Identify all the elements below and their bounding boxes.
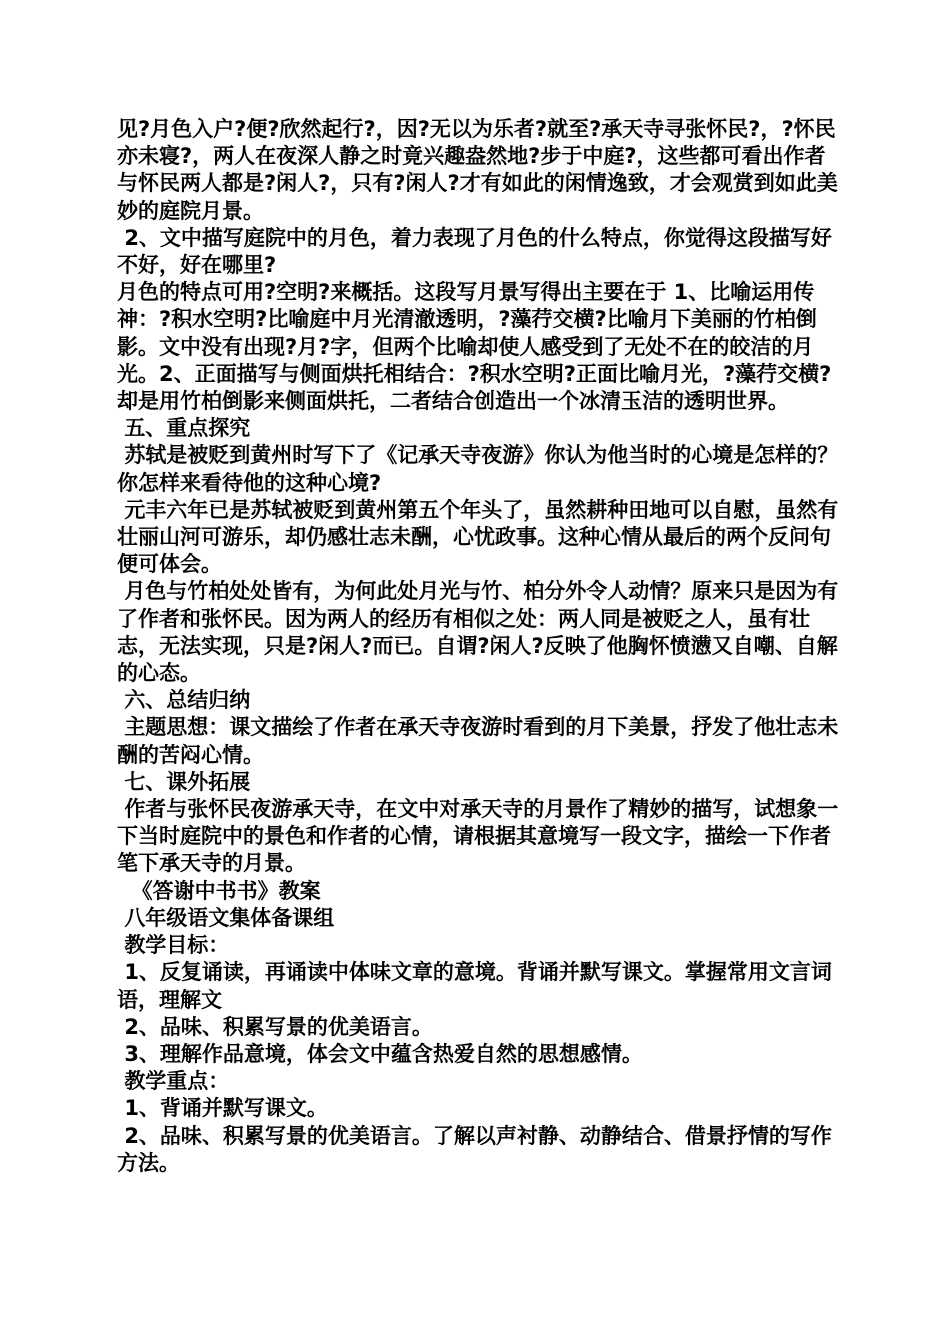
section-5-question: 苏轼是被贬到黄州时写下了《记承天寺夜游》你认为他当时的心境是怎样的？你怎样来看待他的这种心境? xyxy=(117,443,839,495)
lesson-plan-title: 《答谢中书书》教案 xyxy=(117,878,321,903)
key-point-1: 1、背诵并默写课文。 xyxy=(117,1096,328,1121)
objective-3: 3、理解作品意境，体会文中蕴含热爱自然的思想感情。 xyxy=(117,1041,643,1066)
section-heading-7: 七、课外拓展 xyxy=(117,769,251,794)
key-point-2: 2、品味、积累写景的优美语言。了解以声衬静、动静结合、借景抒情的写作方法。 xyxy=(117,1123,832,1175)
objective-2: 2、品味、积累写景的优美语言。 xyxy=(117,1014,433,1039)
section-heading-5: 五、重点探究 xyxy=(117,416,251,441)
section-7-task: 作者与张怀民夜游承天寺，在文中对承天寺的月景作了精妙的描写，试想象一下当时庭院中的景色和作者的心情，请根据其意境写一段文字，描绘一下作者笔下承天寺的月景。 xyxy=(117,797,839,876)
section-heading-6: 六、总结归纳 xyxy=(117,688,251,713)
lesson-plan-group: 八年级语文集体备课组 xyxy=(117,905,335,930)
section-6-theme: 主题思想：课文描绘了作者在承天寺夜游时看到的月下美景，抒发了他壮志未酬的苦闷心情。 xyxy=(117,715,839,767)
paragraph-intro-analysis: 见?月色入户?便?欣然起行?，因?无以为乐者?就至?承天寺寻张怀民?，?怀民亦未寝?，两人在夜深人静之时竟兴趣盎然地?步于中庭?，这些都可看出作者与怀民两人都是?闲人?，只有?闲人?才有如此的闲情逸致，才会观赏到如此美妙的庭院月景。 xyxy=(117,117,838,223)
objectives-heading: 教学目标： xyxy=(117,933,230,958)
key-points-heading: 教学重点： xyxy=(117,1069,230,1094)
answer-2: 月色的特点可用?空明?来概括。这段写月景写得出主要在于 1、比喻运用传神：?积水空明?比喻庭中月光清澈透明，?藻荇交横?比喻月下美丽的竹柏倒影。文中没有出现?月?字，但两个比喻却使人感受到了无处不在的皎洁的月光。2、正面描写与侧面烘托相结合：?积水空明?正面比喻月光，?藻荇交横?却是用竹柏倒影来侧面烘托，二者结合创造出一个冰清玉洁的透明世界。 xyxy=(117,280,832,414)
section-5-answer-2: 月色与竹柏处处皆有，为何此处月光与竹、柏分外令人动情？原来只是因为有了作者和张怀民。因为两人的经历有相似之处：两人同是被贬之人，虽有壮志，无法实现，只是?闲人?而已。自谓?闲人?反映了他胸怀愤懑又自嘲、自解的心态。 xyxy=(117,579,839,686)
document-body xyxy=(117,116,839,1177)
objective-1: 1、反复诵读，再诵读中体味文章的意境。背诵并默写课文。掌握常用文言词语，理解文 xyxy=(117,960,832,1012)
question-2: 2、文中描写庭院中的月色，着力表现了月色的什么特点，你觉得这段描写好不好，好在哪里? xyxy=(117,225,832,278)
section-5-answer-1: 元丰六年已是苏轼被贬到黄州第五个年头了，虽然耕种田地可以自慰，虽然有壮丽山河可游乐，却仍感壮志未酬，心忧政事。这种心情从最后的两个反问句便可体会。 xyxy=(117,497,839,577)
